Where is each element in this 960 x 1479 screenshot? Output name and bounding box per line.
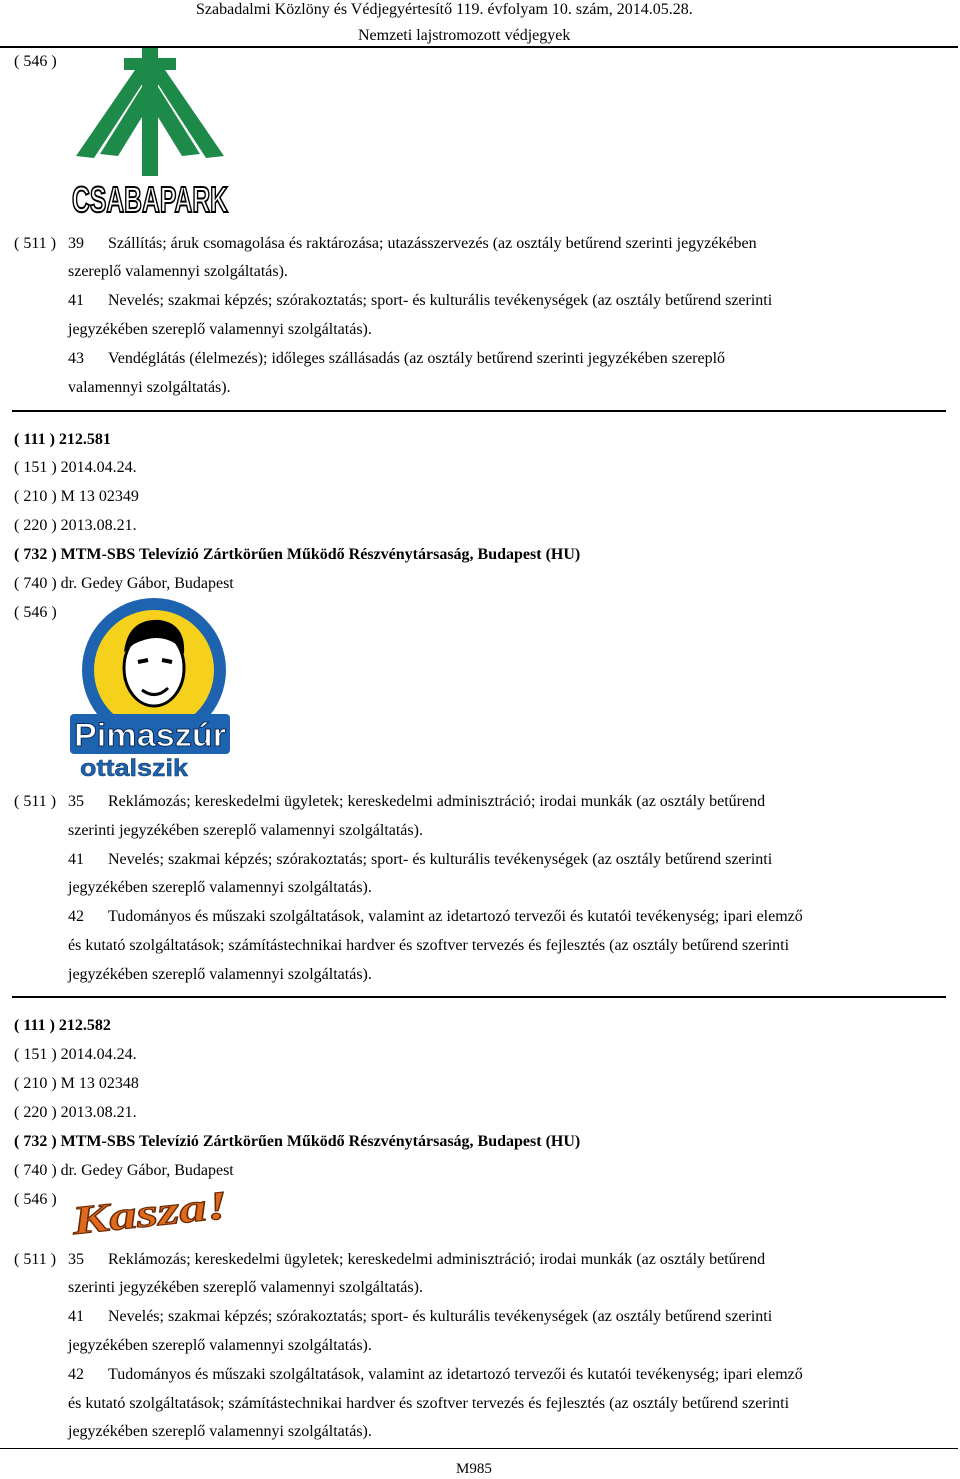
classes-label: ( 511 ) [14,1251,57,1268]
owner: ( 732 ) MTM-SBS Televízió Zártkörűen Működő Részvénytársaság, Budapest (HU) [14,546,581,563]
kasza-wordmark: Kasza! [70,1186,188,1244]
registration-number: ( 111 ) 212.581 [14,431,111,448]
mark-image-label: ( 546 ) [14,1191,57,1208]
entry-separator [12,410,946,412]
csabapark-wordmark: CSABAPARK [72,179,228,220]
class-desc-line: Szállítás; áruk csomagolása és raktározása; utazásszervezés (az osztály betűrend szerinti jegyzékében [108,235,757,252]
filing-date: ( 220 ) 2013.08.21. [14,517,137,534]
class-desc-line: jegyzékében szereplő valamennyi szolgáltatás). [68,966,372,983]
class-desc-line: jegyzékében szereplő valamennyi szolgáltatás). [68,879,372,896]
mark-image-label: ( 546 ) [14,53,57,70]
class-desc-line: jegyzékében szereplő valamennyi szolgáltatás). [68,1337,372,1354]
mark-image-label: ( 546 ) [14,604,57,621]
entry-separator [12,996,946,998]
representative: ( 740 ) dr. Gedey Gábor, Budapest [14,1162,234,1179]
pimaszur-logo-graphic [68,596,232,780]
class-number: 39 [68,235,84,252]
class-desc-line: és kutató szolgáltatások; számítástechnikai hardver és szoftver tervezés és fejlesztés (az osztály betűrend szerinti [68,1395,790,1412]
pimaszur-subtitle: ottalszik [80,755,189,782]
class-number: 35 [68,793,84,810]
class-desc-line: Nevelés; szakmai képzés; szórakoztatás; sport- és kulturális tevékenységek (az osztály betűrend szerinti [108,1308,773,1325]
class-desc-line: Reklámozás; kereskedelmi ügyletek; kereskedelmi adminisztráció; irodai munkák (az osztály betűrend [108,793,766,810]
owner: ( 732 ) MTM-SBS Televízió Zártkörűen Működő Részvénytársaság, Budapest (HU) [14,1133,581,1150]
kasza-logo-graphic [68,1182,232,1244]
class-desc-line: jegyzékében szereplő valamennyi szolgáltatás). [68,1423,372,1440]
class-desc-line: Vendéglátás (élelmezés); időleges szállásadás (az osztály betűrend szerinti jegyzékében szereplő [108,350,726,367]
classes-label: ( 511 ) [14,793,57,810]
pimaszur-wordmark: Pimaszúr [74,717,226,753]
section-title: Nemzeti lajstromozott védjegyek [358,27,571,44]
class-number: 35 [68,1251,84,1268]
class-desc-line: Nevelés; szakmai képzés; szórakoztatás; sport- és kulturális tevékenységek (az osztály betűrend szerinti [108,292,773,309]
class-desc-line: Tudományos és műszaki szolgáltatások, valamint az idetartozó tervezői és kutatói tevékenység; ipari elemző [108,908,803,925]
class-number: 43 [68,350,84,367]
footer-rule [0,1448,958,1449]
registration-date: ( 151 ) 2014.04.24. [14,1046,137,1063]
class-desc-line: és kutató szolgáltatások; számítástechnikai hardver és szoftver tervezés és fejlesztés (az osztály betűrend szerinti [68,937,790,954]
page-number: M985 [456,1461,492,1477]
pimaszur-logo [68,596,232,780]
journal-title: Szabadalmi Közlöny és Védjegyértesítő 119. évfolyam 10. szám, 2014.05.28. [196,1,693,18]
application-number: ( 210 ) M 13 02349 [14,488,139,505]
csabapark-logo-graphic [68,46,232,222]
class-desc-line: Tudományos és műszaki szolgáltatások, valamint az idetartozó tervezői és kutatói tevékenység; ipari elemző [108,1366,803,1383]
class-desc-line: Reklámozás; kereskedelmi ügyletek; kereskedelmi adminisztráció; irodai munkák (az osztály betűrend [108,1251,766,1268]
class-number: 41 [68,1308,84,1325]
class-number: 42 [68,908,84,925]
arch-crossbar [124,58,176,70]
class-number: 41 [68,292,84,309]
csabapark-logo [68,46,232,222]
class-number: 41 [68,851,84,868]
class-desc-line: szerinti jegyzékében szereplő valamennyi szolgáltatás). [68,822,423,839]
classes-label: ( 511 ) [14,235,57,252]
filing-date: ( 220 ) 2013.08.21. [14,1104,137,1121]
class-desc-line: szereplő valamennyi szolgáltatás). [68,263,288,280]
class-desc-line: jegyzékében szereplő valamennyi szolgáltatás). [68,321,372,338]
representative: ( 740 ) dr. Gedey Gábor, Budapest [14,575,234,592]
application-number: ( 210 ) M 13 02348 [14,1075,139,1092]
kasza-logo [68,1182,232,1244]
class-desc-line: Nevelés; szakmai képzés; szórakoztatás; sport- és kulturális tevékenységek (az osztály betűrend szerinti [108,851,773,868]
class-desc-line: szerinti jegyzékében szereplő valamennyi szolgáltatás). [68,1279,423,1296]
class-number: 42 [68,1366,84,1383]
registration-number: ( 111 ) 212.582 [14,1017,111,1034]
class-desc-line: valamennyi szolgáltatás). [68,379,231,396]
registration-date: ( 151 ) 2014.04.24. [14,459,137,476]
